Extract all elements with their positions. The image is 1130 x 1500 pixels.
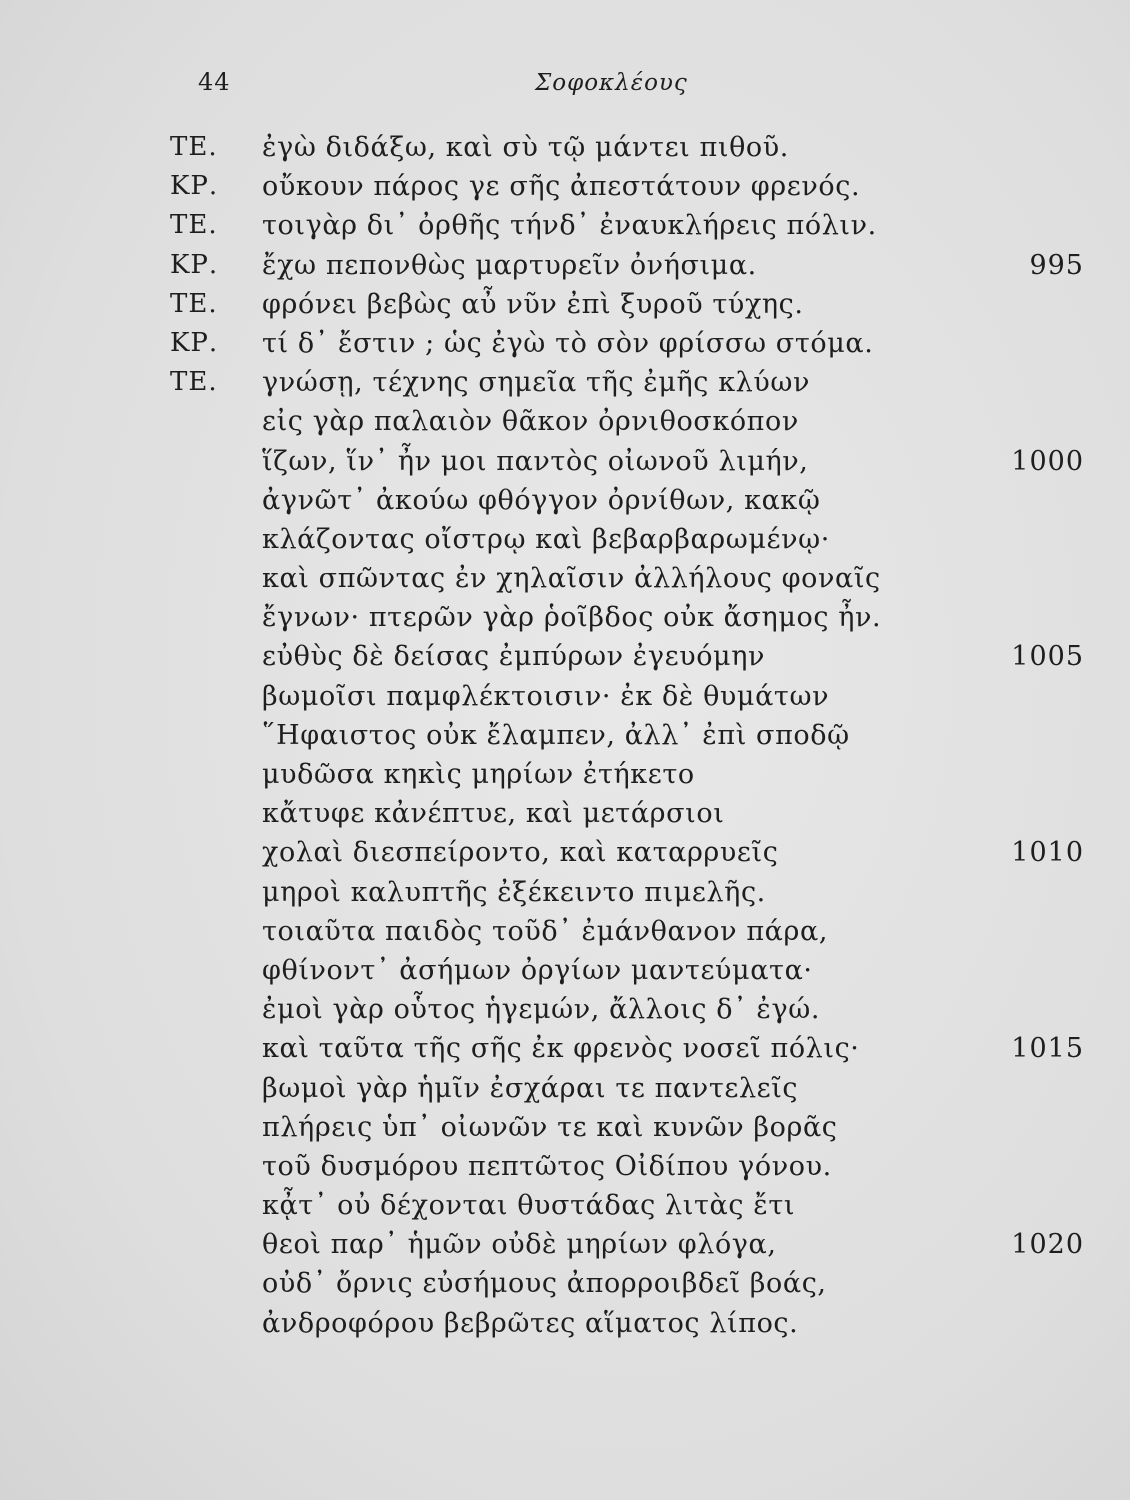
speaker-label: ΤΕ. — [170, 367, 218, 398]
speaker-label: ΤΕ. — [170, 288, 218, 319]
verse-text: ἐμοὶ γὰρ οὗτος ἡγεμών, ἄλλοις δ᾽ ἐγώ. — [262, 994, 821, 1026]
verse-text: πλήρεις ὑπ᾽ οἰωνῶν τε καὶ κυνῶν βορᾶς — [262, 1111, 838, 1143]
verse-line — [0, 794, 1130, 833]
speaker-label: ΚΡ. — [170, 249, 219, 280]
verse-line — [0, 716, 1130, 755]
verse-text: κλάζοντας οἴστρῳ καὶ βεβαρβαρωμένῳ· — [262, 523, 830, 555]
verse-line — [0, 1108, 1130, 1147]
verse-line — [0, 206, 1130, 245]
verse-text: κἄτυφε κἀνέπτυε, καὶ μετάρσιοι — [262, 798, 725, 830]
verse-line — [0, 1264, 1130, 1303]
verse-text: φθίνοντ᾽ ἀσήμων ὀργίων μαντεύματα· — [262, 954, 813, 986]
verse-line — [0, 442, 1130, 481]
speaker-label: ΚΡ. — [170, 327, 219, 358]
verse-line — [0, 990, 1130, 1029]
verse-text: κᾆτ᾽ οὐ δέχονται θυστάδας λιτὰς ἔτι — [262, 1190, 796, 1222]
line-number: 1015 — [1011, 1033, 1084, 1065]
verse-text: ῞Ηφαιστος οὐκ ἔλαμπεν, ἀλλ᾽ ἐπὶ σποδῷ — [262, 719, 850, 751]
verse-text: τοῦ δυσμόρου πεπτῶτος Οἰδίπου γόνου. — [262, 1150, 832, 1182]
verse-block — [0, 128, 1130, 1343]
verse-line — [0, 755, 1130, 794]
verse-line — [0, 402, 1130, 441]
verse-line — [0, 559, 1130, 598]
page-header — [0, 60, 1130, 110]
speaker-label: ΤΕ. — [170, 132, 218, 162]
verse-text: τοιγὰρ δι᾽ ὀρθῆς τήνδ᾽ ἐναυκλήρεις πόλιν. — [262, 210, 877, 242]
verse-line — [0, 833, 1130, 872]
verse-line — [0, 1186, 1130, 1225]
line-number: 1000 — [1011, 445, 1084, 477]
page-number: 44 — [198, 68, 231, 96]
verse-line — [0, 1304, 1130, 1343]
verse-line — [0, 598, 1130, 637]
verse-line — [0, 1029, 1130, 1068]
verse-text: τί δ᾽ ἔστιν ; ὡς ἐγὼ τὸ σὸν φρίσσω στόμα. — [262, 327, 874, 359]
verse-text: χολαὶ διεσπείροντο, καὶ καταρρυεῖς — [262, 837, 779, 869]
verse-text: φρόνει βεβὼς αὖ νῦν ἐπὶ ξυροῦ τύχης. — [262, 288, 804, 320]
verse-text: εὐθὺς δὲ δείσας ἐμπύρων ἐγευόμην — [262, 641, 765, 673]
verse-text: οὐδ᾽ ὄρνις εὐσήμους ἀπορροιβδεῖ βοάς, — [262, 1268, 827, 1300]
verse-text: ἐγὼ διδάξω, καὶ σὺ τῷ μάντει πιθοῦ. — [262, 132, 789, 163]
verse-text: ἔχω πεπονθὼς μαρτυρεῖν ὀνήσιμα. — [262, 249, 757, 281]
verse-line — [0, 873, 1130, 912]
verse-text: οὔκουν πάρος γε σῆς ἀπεστάτουν φρενός. — [262, 171, 861, 203]
verse-line — [0, 128, 1130, 167]
line-number: 1020 — [1011, 1229, 1084, 1261]
verse-line — [0, 1225, 1130, 1264]
verse-text: τοιαῦτα παιδὸς τοῦδ᾽ ἐμάνθανον πάρα, — [262, 915, 829, 947]
verse-text: μυδῶσα κηκὶς μηρίων ἐτήκετο — [262, 759, 695, 790]
verse-line — [0, 167, 1130, 206]
verse-line — [0, 246, 1130, 285]
speaker-label: ΚΡ. — [170, 171, 219, 202]
verse-text: καὶ σπῶντας ἐν χηλαῖσιν ἀλλήλους φοναῖς — [262, 563, 881, 595]
verse-text: μηροὶ καλυπτῆς ἐξέκειντο πιμελῆς. — [262, 876, 766, 908]
verse-text: ἔγνων· πτερῶν γὰρ ῥοῖβδος οὐκ ἄσημος ἦν. — [262, 602, 882, 634]
verse-text: εἰς γὰρ παλαιὸν θᾶκον ὀρνιθοσκόπον — [262, 406, 799, 438]
verse-text: ἀνδροφόρου βεβρῶτες αἵματος λίπος. — [262, 1307, 799, 1339]
verse-text: βωμοῖσι παμφλέκτοισιν· ἐκ δὲ θυμάτων — [262, 680, 830, 712]
verse-text: ἀγνῶτ᾽ ἀκούω φθόγγον ὀρνίθων, κακῷ — [262, 484, 821, 516]
verse-text: θεοὶ παρ᾽ ἡμῶν οὐδὲ μηρίων φλόγα, — [262, 1229, 777, 1261]
verse-line — [0, 1069, 1130, 1108]
verse-line — [0, 520, 1130, 559]
running-title: Σοφοκλέους — [535, 70, 688, 96]
verse-line — [0, 285, 1130, 324]
line-number: 1010 — [1011, 837, 1084, 869]
verse-text: βωμοὶ γὰρ ἡμῖν ἐσχάραι τε παντελεῖς — [262, 1072, 799, 1104]
verse-text: ἵζων, ἵν᾽ ἦν μοι παντὸς οἰωνοῦ λιμήν, — [262, 445, 809, 477]
verse-text: καὶ ταῦτα τῆς σῆς ἐκ φρενὸς νοσεῖ πόλις· — [262, 1033, 860, 1065]
verse-line — [0, 951, 1130, 990]
verse-line — [0, 481, 1130, 520]
verse-line — [0, 637, 1130, 676]
line-number: 1005 — [1011, 641, 1084, 673]
verse-line — [0, 912, 1130, 951]
verse-line — [0, 324, 1130, 363]
verse-text: γνώσῃ, τέχνης σημεῖα τῆς ἐμῆς κλύων — [262, 367, 811, 399]
line-number: 995 — [1029, 249, 1084, 281]
verse-line — [0, 677, 1130, 716]
speaker-label: ΤΕ. — [170, 210, 218, 241]
verse-line — [0, 1147, 1130, 1186]
verse-line — [0, 363, 1130, 402]
